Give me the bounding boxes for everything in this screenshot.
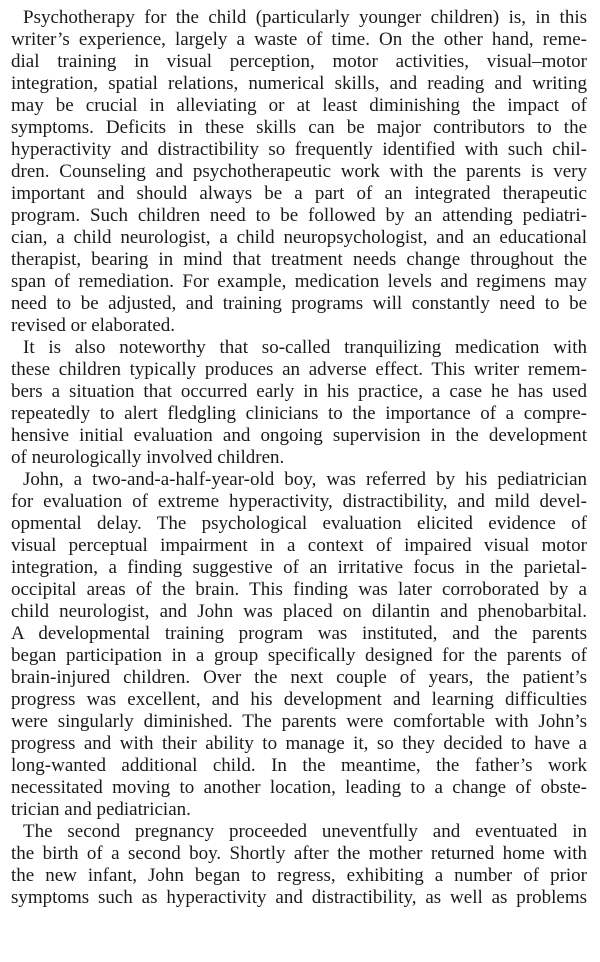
text-line: important and should always be a part of an integrated therapeutic <box>11 183 587 204</box>
text-line: were singularly diminished. The parents were comfortable with John’s <box>11 711 587 732</box>
text-line: occipital areas of the brain. This finding was later corroborated by a <box>11 579 587 600</box>
text-line: the birth of a second boy. Shortly after the mother returned home with <box>11 843 587 864</box>
text-line: integration, a finding suggestive of an irritative focus in the parietal- <box>11 557 587 578</box>
paragraph <box>11 469 587 821</box>
text-line: program. Such children need to be followed by an attending pediatri- <box>11 205 587 226</box>
text-line: dial training in visual perception, motor activities, visual–motor <box>11 51 587 72</box>
text-line: symptoms such as hyperactivity and distractibility, as well as problems <box>11 887 587 908</box>
text-line: It is also noteworthy that so-called tranquilizing medication with <box>23 337 587 358</box>
text-line: these children typically produces an adverse effect. This writer remem- <box>11 359 587 380</box>
paragraph <box>11 821 587 909</box>
text-line: hyperactivity and distractibility so frequently identified with such chil- <box>11 139 587 160</box>
text-line: trician and pediatrician. <box>11 799 191 820</box>
text-line: progress was excellent, and his development and learning difficulties <box>11 689 587 710</box>
text-line: opmental delay. The psychological evaluation elicited evidence of <box>11 513 587 534</box>
text-line: necessitated moving to another location, leading to a change of obste- <box>11 777 587 798</box>
text-line: bers a situation that occurred early in his practice, a case he has used <box>11 381 587 402</box>
text-line: visual perceptual impairment in a context of impaired visual motor <box>11 535 587 556</box>
text-line: hensive initial evaluation and ongoing supervision in the development <box>11 425 587 446</box>
text-line: therapist, bearing in mind that treatment needs change throughout the <box>11 249 587 270</box>
document-page <box>11 7 587 909</box>
text-line: integration, spatial relations, numerical skills, and reading and writing <box>11 73 587 94</box>
text-line: writer’s experience, largely a waste of time. On the other hand, reme- <box>11 29 587 50</box>
text-line: The second pregnancy proceeded uneventfully and eventuated in <box>23 821 587 842</box>
text-line: span of remediation. For example, medication levels and regimens may <box>11 271 587 292</box>
paragraph <box>11 7 587 337</box>
text-line: began participation in a group specifically designed for the parents of <box>11 645 587 666</box>
text-line: of neurologically involved children. <box>11 447 285 468</box>
text-line: cian, a child neurologist, a child neuropsychologist, and an educational <box>11 227 587 248</box>
paragraph <box>11 337 587 469</box>
text-line: brain-injured children. Over the next couple of years, the patient’s <box>11 667 587 688</box>
text-line: may be crucial in alleviating or at least diminishing the impact of <box>11 95 587 116</box>
text-line: revised or elaborated. <box>11 315 176 336</box>
text-line: long-wanted additional child. In the meantime, the father’s work <box>11 755 587 776</box>
text-line: need to be adjusted, and training programs will constantly need to be <box>11 293 587 314</box>
text-line: repeatedly to alert fledgling clinicians to the importance of a compre- <box>11 403 587 424</box>
text-line: for evaluation of extreme hyperactivity, distractibility, and mild devel- <box>11 491 587 512</box>
text-line: dren. Counseling and psychotherapeutic work with the parents is very <box>11 161 587 182</box>
text-line: John, a two-and-a-half-year-old boy, was referred by his pediatrician <box>23 469 587 490</box>
text-line: progress and with their ability to manage it, so they decided to have a <box>11 733 587 754</box>
text-line: Psychotherapy for the child (particularly younger children) is, in this <box>23 7 587 28</box>
text-line: symptoms. Deficits in these skills can be major contributors to the <box>11 117 587 138</box>
text-line: the new infant, John began to regress, exhibiting a number of prior <box>11 865 587 886</box>
text-line: child neurologist, and John was placed on dilantin and phenobarbital. <box>11 601 587 622</box>
text-line: A developmental training program was instituted, and the parents <box>11 623 587 644</box>
